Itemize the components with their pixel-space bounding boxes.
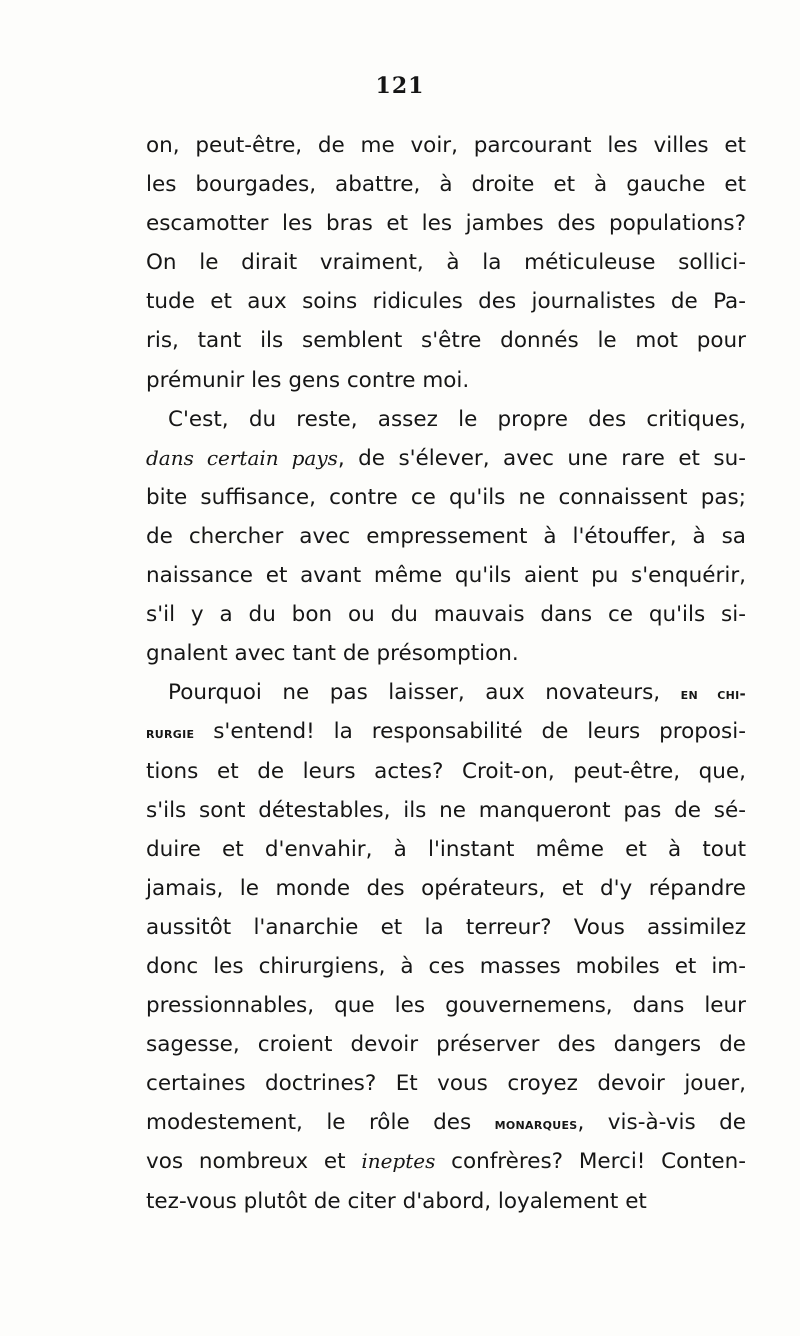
text-segment: escamotter les bras et les jambes des populations? [146, 211, 746, 237]
text-line [146, 986, 746, 1025]
text-segment: prémunir les gens contre moi. [146, 367, 470, 393]
text-segment: Pourquoi ne pas laisser, aux novateurs, [168, 680, 681, 706]
text-line [146, 1103, 746, 1142]
text-line [146, 1064, 746, 1103]
small-caps-text: monarques [494, 1115, 578, 1134]
text-line [146, 243, 746, 282]
text-line [146, 869, 746, 908]
text-line [146, 517, 746, 556]
text-segment: s'entend! la responsabilité de leurs proposi- [194, 719, 746, 745]
text-line [146, 165, 746, 204]
text-segment: , vis-à-vis de [577, 1110, 747, 1136]
text-segment: les bourgades, abattre, à droite et à gauche et [146, 172, 746, 198]
text-line [146, 752, 746, 791]
text-segment: vos nombreux et [146, 1149, 362, 1175]
text-line [146, 634, 746, 673]
text-line [146, 908, 746, 947]
text-line [146, 321, 746, 360]
text-segment: on, peut-être, de me voir, parcourant les villes et [146, 133, 746, 158]
text-segment: , de s'élever, avec une rare et su- [337, 445, 746, 471]
text-line [146, 1142, 746, 1181]
small-caps-text: rurgie [146, 724, 195, 743]
paragraph [146, 126, 746, 400]
text-segment: jamais, le monde des opérateurs, et d'y répandre [146, 875, 746, 901]
text-segment: de chercher avec empressement à l'étouffer, à sa [146, 523, 746, 549]
text-line [146, 282, 746, 321]
text-segment: certaines doctrines? Et vous croyez devoir jouer, [146, 1071, 746, 1097]
text-segment: confrères? Merci! Conten- [435, 1149, 746, 1175]
text-line [146, 947, 746, 986]
text-segment: s'ils sont détestables, ils ne manqueront pas de sé- [146, 797, 746, 823]
text-line [146, 830, 746, 869]
text-line [146, 439, 746, 478]
text-segment: duire et d'envahir, à l'instant même et à tout [146, 836, 746, 862]
text-line [146, 595, 746, 634]
text-segment: tude et aux soins ridicules des journalistes de Pa- [146, 289, 746, 315]
text-line [146, 204, 746, 243]
text-segment: s'il y a du bon ou du mauvais dans ce qu'ils si- [146, 602, 746, 628]
text-segment: gnalent avec tant de présomption. [146, 641, 519, 667]
italic-text: ineptes [361, 1149, 436, 1174]
paragraph [146, 400, 746, 674]
text-segment: tez-vous plutôt de citer d'abord, loyalement et [146, 1188, 647, 1214]
text-line [146, 556, 746, 595]
small-caps-text: en chi- [680, 685, 747, 704]
text-segment: modestement, le rôle des [146, 1110, 495, 1136]
text-line [146, 126, 746, 165]
text-segment: aussitôt l'anarchie et la terreur? Vous assimilez [146, 914, 746, 940]
text-line [146, 791, 746, 830]
text-segment: pressionnables, que les gouvernemens, dans leur [146, 993, 746, 1019]
body-text [146, 126, 746, 1221]
text-segment: sagesse, croient devoir préserver des dangers de [146, 1032, 746, 1058]
text-segment: donc les chirurgiens, à ces masses mobiles et im- [146, 953, 746, 979]
text-segment: naissance et avant même qu'ils aient pu s'enquérir, [146, 563, 746, 589]
text-line [146, 1025, 746, 1064]
text-line [146, 712, 746, 751]
text-segment: On le dirait vraiment, à la méticuleuse sollici- [146, 250, 746, 276]
text-line [146, 361, 746, 400]
text-line [146, 400, 746, 439]
text-line [146, 1182, 746, 1221]
text-segment: C'est, du reste, assez le propre des critiques, [168, 406, 746, 432]
text-segment: bite suffisance, contre ce qu'ils ne connaissent pas; [146, 484, 746, 510]
text-line [146, 673, 746, 712]
text-line [146, 478, 746, 517]
text-segment: ris, tant ils semblent s'être donnés le mot pour [146, 328, 746, 354]
italic-text: dans certain pays [146, 445, 338, 470]
paragraph [146, 673, 746, 1220]
page-number: 121 [375, 73, 425, 99]
text-segment: tions et de leurs actes? Croit-on, peut-être, que, [146, 758, 746, 784]
